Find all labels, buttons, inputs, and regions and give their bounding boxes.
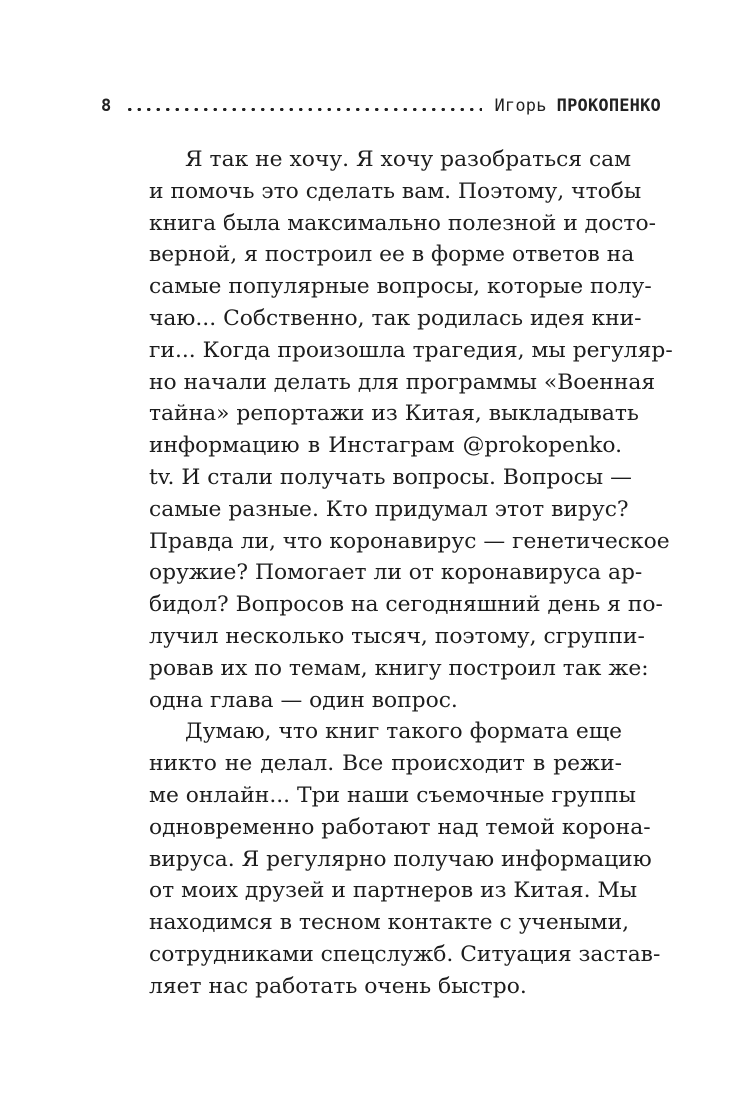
text-line: никто не делал. Все происходит в режи- xyxy=(149,751,622,777)
text-line: ме онлайн... Три наши съемочные группы xyxy=(149,782,637,808)
text-line: ровав их по темам, книгу построил так же: xyxy=(149,655,649,681)
dot-leader xyxy=(125,108,482,111)
text-line: верной, я построил ее в форме ответов на xyxy=(149,242,635,268)
text-line: ги... Когда произошла трагедия, мы регуляр- xyxy=(149,337,673,363)
text-line: одна глава — один вопрос. xyxy=(149,687,458,713)
text-line: оружие? Помогает ли от коронавируса ар- xyxy=(149,560,643,586)
text-line: самые разные. Кто придумал этот вирус? xyxy=(149,496,629,522)
text-line: информацию в Инстаграм @prokopenko. xyxy=(149,433,622,459)
author-last-name: ПРОКОПЕНКО xyxy=(556,96,661,116)
text-line: tv. И стали получать вопросы. Вопросы — xyxy=(149,464,632,490)
text-line: бидол? Вопросов на сегодняшний день я по- xyxy=(149,592,663,618)
text-line: чаю... Собственно, так родилась идея кни- xyxy=(149,305,642,331)
text-line: Я так не хочу. Я хочу разобраться сам xyxy=(185,147,632,172)
text-line: Правда ли, что коронавирус — генетическое xyxy=(149,528,670,554)
author-first-name: Игорь xyxy=(494,96,547,116)
text-line: самые популярные вопросы, которые полу- xyxy=(149,274,652,300)
text-line: и помочь это сделать вам. Поэтому, чтобы xyxy=(149,178,642,204)
paragraph-2 xyxy=(149,716,661,1002)
text-line: но начали делать для программы «Военная xyxy=(149,369,656,395)
text-line: лучил несколько тысяч, поэтому, сгруппи- xyxy=(149,623,645,649)
paragraph-1 xyxy=(149,144,673,716)
page-number: 8 xyxy=(101,96,112,116)
text-line: от моих друзей и партнеров из Китая. Мы xyxy=(149,878,638,904)
text-line: находимся в тесном контакте с учеными, xyxy=(149,910,630,936)
text-line: одновременно работают над темой корона- xyxy=(149,814,651,840)
running-title xyxy=(494,96,661,116)
text-line: ляет нас работать очень быстро. xyxy=(149,973,527,999)
text-line: Думаю, что книг такого формата еще xyxy=(185,719,622,745)
body-text xyxy=(149,144,673,1003)
text-line: тайна» репортажи из Китая, выкладывать xyxy=(149,401,639,427)
running-header xyxy=(101,94,661,118)
text-line: книга была максимально полезной и досто- xyxy=(149,210,656,236)
text-line: вируса. Я регулярно получаю информацию xyxy=(149,846,652,872)
text-line: сотрудниками спецслужб. Ситуация застав- xyxy=(149,941,661,967)
